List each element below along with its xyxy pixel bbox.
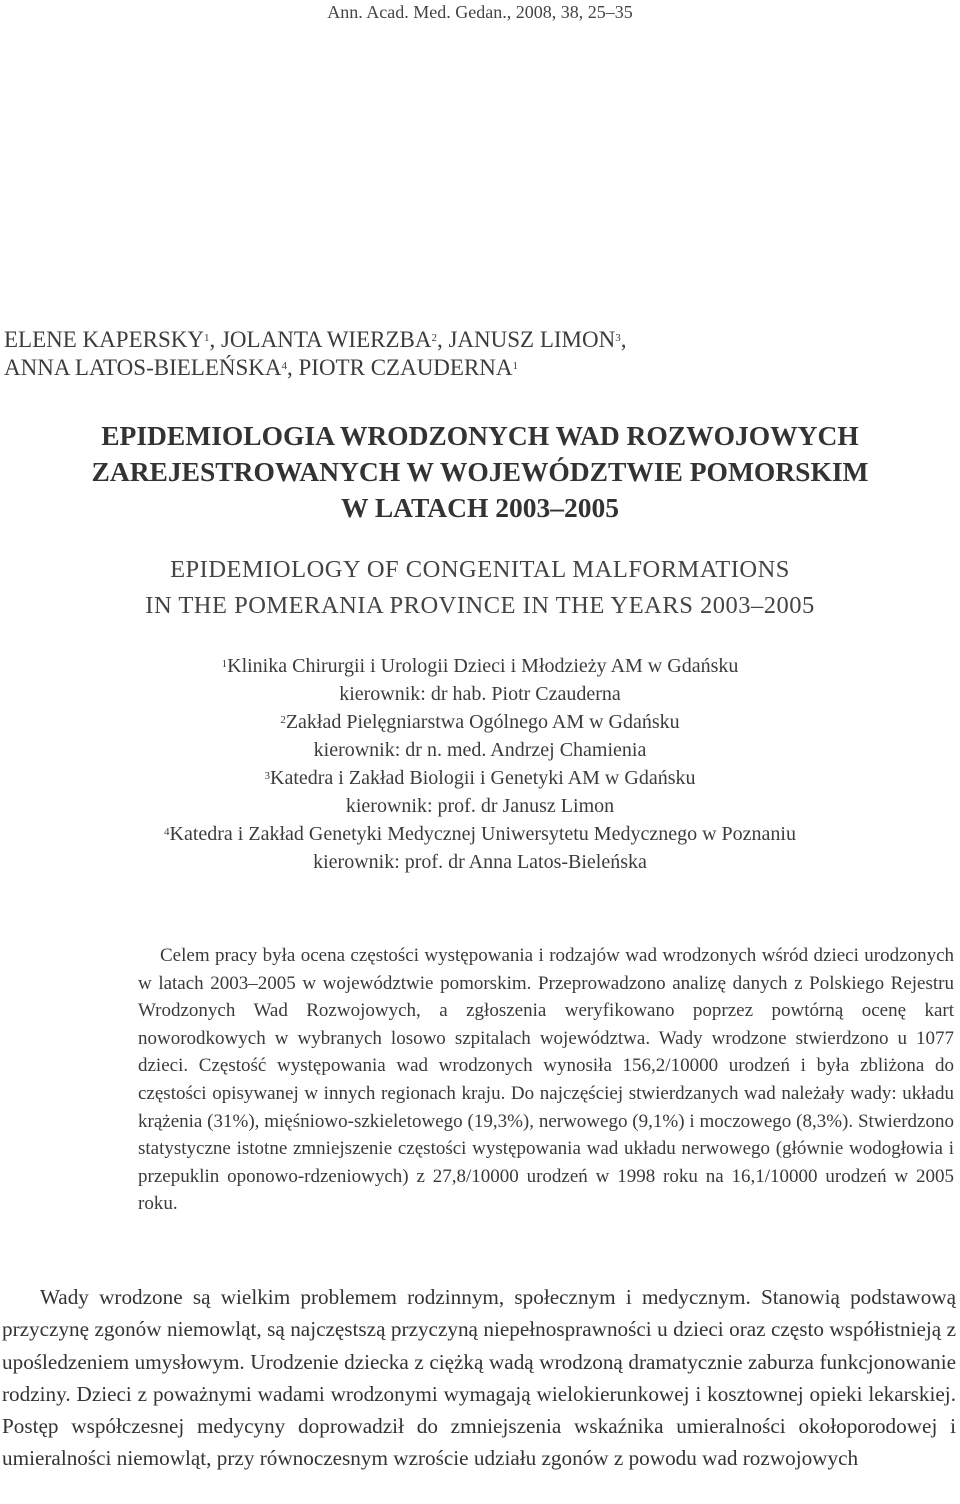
affiliation-mark: 1 <box>221 658 228 670</box>
author-separator: , <box>436 327 449 352</box>
affiliation-head-line <box>0 792 960 820</box>
title-english-line: IN THE POMERANIA PROVINCE IN THE YEARS 2003–2005 <box>145 592 815 619</box>
author-separator: , <box>620 327 627 352</box>
affiliations <box>0 652 960 876</box>
affiliation-head-line <box>0 848 960 876</box>
author-name: ELENE KAPERSKY <box>4 327 204 352</box>
author-affiliation-mark: 4 <box>281 360 287 372</box>
author-name: ANNA LATOS-BIELEŃSKA <box>4 355 282 380</box>
affiliation-text: Klinika Chirurgii i Urologii Dzieci i Młodzieży AM w Gdańsku <box>227 655 739 677</box>
journal-citation: Ann. Acad. Med. Gedan., 2008, 38, 25–35 <box>327 2 633 22</box>
author-line-1 <box>4 326 954 354</box>
affiliation-text: Katedra i Zakład Genetyki Medycznej Uniwersytetu Medycznego w Poznaniu <box>169 823 796 845</box>
author-name: JOLANTA WIERZBA <box>220 327 432 352</box>
author-separator: , <box>287 355 299 380</box>
affiliation-text: Zakład Pielęgniarstwa Ogólnego AM w Gdańsku <box>285 711 680 733</box>
title-polish-line: W LATACH 2003–2005 <box>340 492 620 523</box>
affiliation-mark: 2 <box>280 714 286 726</box>
affiliation-line <box>0 820 960 848</box>
affiliation-head-text: kierownik: dr n. med. Andrzej Chamienia <box>313 739 647 761</box>
affiliation-head-line <box>0 736 960 764</box>
affiliation-mark: 4 <box>164 826 170 838</box>
affiliation-line <box>0 764 960 792</box>
author-name: JANUSZ LIMON <box>448 327 616 352</box>
affiliation-line <box>0 708 960 736</box>
author-affiliation-mark: 2 <box>431 332 437 344</box>
affiliation-head-line <box>0 680 960 708</box>
author-affiliation-mark: 1 <box>203 332 210 344</box>
title-polish-line: ZAREJESTROWANYCH W WOJEWÓDZTWIE POMORSKIM <box>91 456 869 487</box>
title-polish-line: EPIDEMIOLOGIA WRODZONYCH WAD ROZWOJOWYCH <box>101 420 859 451</box>
abstract-paragraph: Celem pracy była ocena częstości występowania i rodzajów wad wrodzonych wśród dzieci urodzonych w latach 2003–2005 w województwie pomorskim. Przeprowadzono analizę danych z Polskiego Rejestru Wrodzonych Wad Rozwojowych, a zgłoszenia weryfikowano poprzez powtórną ocenę kart noworodkowych w wybranych losowo szpitalach województwa. Wady wrodzone stwierdzono u 1077 dzieci. Częstość występowania wad wrodzonych wynosiła 156,2/10000 urodzeń i była zbliżona do częstości opisywanej w innych regionach kraju. Do najczęściej stwierdzanych wad należały wady: układu krążenia (31%), mięśniowo-szkieletowego (19,3%), nerwowego (9,1%) i moczowego (8,3%). Stwierdzono statystyczne istotne zmniejszenie częstości występowania wad układu nerwowego (głównie wodogłowia i przepuklin oponowo-rdzeniowych) z 27,8/10000 urodzeń w 1998 roku na 16,1/10000 urodzeń w 2005 roku. <box>138 945 954 1215</box>
affiliation-line <box>0 652 960 680</box>
body-paragraph: Wady wrodzone są wielkim problemem rodzinnym, społecznym i medycznym. Stanowią podstawową przyczynę zgonów niemowląt, są najczęstszą przyczyną niepełnosprawności u dzieci oraz często współistnieją z upośledzeniem umysłowym. Urodzenie dziecka z ciężką wadą wrodzoną dramatycznie zaburza funkcjonowanie rodziny. Dzieci z poważnymi wadami wrodzonymi wymagają wielokierunkowej i kosztownej opieki lekarskiej. Postęp współczesnej medycyny doprowadził do zmniejszenia wskaźnika umieralności okołoporodowej i umieralności niemowląt, przy równoczesnym wzroście udziału zgonów z powodu wad rozwojowych <box>2 1285 956 1471</box>
author-list <box>4 326 954 382</box>
author-name: PIOTR CZAUDERNA <box>298 355 513 380</box>
affiliation-head-text: kierownik: prof. dr Janusz Limon <box>345 795 615 817</box>
title-english-line: EPIDEMIOLOGY OF CONGENITAL MALFORMATIONS <box>170 556 790 583</box>
affiliation-head-text: kierownik: prof. dr Anna Latos-Bieleńska <box>313 851 647 873</box>
author-separator: , <box>209 327 221 352</box>
title-english <box>0 552 960 624</box>
author-line-2 <box>4 354 954 382</box>
author-affiliation-mark: 1 <box>512 360 519 372</box>
affiliation-head-text: kierownik: dr hab. Piotr Czauderna <box>339 683 621 705</box>
author-affiliation-mark: 3 <box>615 332 621 344</box>
affiliation-text: Katedra i Zakład Biologii i Genetyki AM w Gdańsku <box>270 767 696 789</box>
title-polish <box>0 418 960 526</box>
affiliation-mark: 3 <box>264 770 270 782</box>
